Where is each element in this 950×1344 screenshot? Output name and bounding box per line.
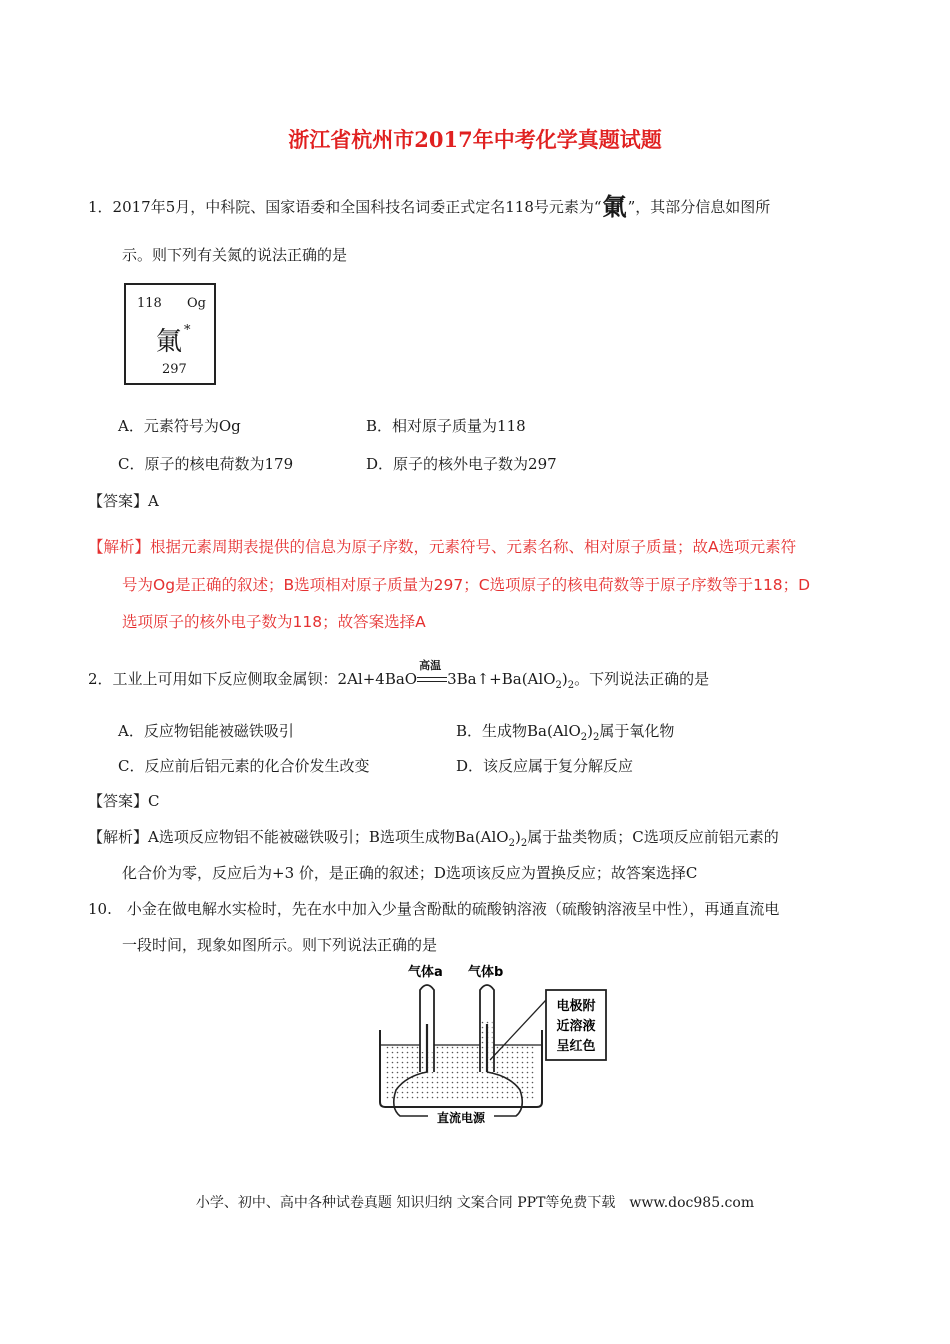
element-symbol: Og: [187, 296, 206, 311]
q2-option-d: D．该反应属于复分解反应: [456, 757, 634, 775]
q1-analysis-line3: 选项原子的核外电子数为118；故答案选择A: [122, 613, 426, 631]
q2-stem-text-b: 3Ba↑+Ba(AlO: [447, 670, 556, 688]
gas-b-label: 气体b: [468, 965, 504, 980]
q2-stem-text-c: ): [561, 670, 568, 688]
q2-analysis-line1: [88, 826, 779, 855]
q2-option-c: C．反应前后铝元素的化合价发生改变: [118, 757, 370, 775]
callout-line-2: 近溶液: [556, 1019, 596, 1034]
q2-option-b-text-c: 属于氧化物: [599, 722, 675, 740]
q2-option-b-text-a: B．生成物Ba(AlO: [456, 722, 581, 740]
electrolysis-diagram: [370, 960, 630, 1128]
q2-analysis-text-b: ): [514, 828, 521, 846]
q1-option-c: C．原子的核电荷数为179: [118, 455, 294, 473]
callout-line-1: 电极附: [556, 999, 596, 1014]
q1-option-b: B．相对原子质量为118: [366, 417, 526, 435]
q2-option-b: [456, 720, 674, 749]
element-mark: *: [184, 323, 191, 338]
reaction-condition: 高温: [419, 659, 442, 672]
q2-analysis-line2: 化合价为零，反应后为+3 价，是正确的叙述；D选项该反应为置换反应；故答案选择C: [122, 864, 698, 882]
q2-stem-text-a: 2．工业上可用如下反应侧取金属钡：2Al+4BaO: [88, 670, 418, 688]
q1-analysis-line2: 号为Og是正确的叙述；B选项相对原子质量为297；C选项原子的核电荷数等于原子序数等于118；D: [122, 576, 811, 594]
subscript: 2: [508, 838, 515, 849]
element-mass: 297: [162, 362, 187, 377]
q1-option-d: D．原子的核外电子数为297: [366, 455, 557, 473]
q1-stem-text-b: ”，其部分信息如图所: [627, 198, 771, 216]
subscript: 2: [567, 680, 575, 691]
q10-stem-line1: 10. 小金在做电解水实检时，先在水中加入少量含酚酞的硫酸钠溶液（硫酸钠溶液呈中性），再通直流电: [88, 900, 780, 918]
q2-option-b-text-b: ): [587, 722, 594, 740]
page-title: 浙江省杭州市2017年中考化学真题试题: [288, 127, 662, 152]
subscript: 2: [580, 732, 588, 743]
q1-stem-line1: [88, 192, 771, 221]
q1-option-a: A．元素符号为Og: [118, 417, 241, 435]
q2-analysis-text-c: 属于盐类物质；C选项反应前铝元素的: [527, 828, 779, 846]
water-solution: [384, 1045, 536, 1101]
element-card: [124, 283, 216, 385]
q2-answer: 【答案】C: [88, 792, 160, 810]
q2-option-a: A．反应物铝能被磁铁吸引: [118, 722, 294, 740]
reaction-condition-sign: [417, 659, 447, 690]
q2-stem: [88, 659, 710, 697]
q10-stem-line2: 一段时间，现象如图所示。则下列说法正确的是: [122, 936, 438, 954]
q1-analysis-line1: 【解析】根据元素周期表提供的信息为原子序数，元素符号、元素名称、相对原子质量；故A选项元素符: [88, 538, 797, 556]
callout-line-3: 呈红色: [556, 1039, 596, 1054]
page-footer: 小学、初中、高中各种试卷真题 知识归纳 文案合同 PPT等免费下载 www.doc985.com: [195, 1195, 755, 1211]
subscript: 2: [555, 680, 562, 691]
q1-element-char: 氭: [602, 192, 627, 221]
q1-stem-line2: 示。则下列有关氮的说法正确的是: [122, 246, 348, 264]
q1-answer: 【答案】A: [88, 492, 159, 510]
power-source-label: 直流电源: [436, 1111, 486, 1125]
q1-stem-text-a: 1．2017年5月，中科院、国家语委和全国科技名词委正式定名118号元素为“: [88, 198, 602, 216]
subscript: 2: [593, 732, 600, 743]
gas-a-label: 气体a: [408, 965, 443, 980]
q2-analysis-text-a: 【解析】A选项反应物铝不能被磁铁吸引；B选项生成物Ba(AlO: [88, 828, 509, 846]
element-number: 118: [137, 296, 162, 311]
subscript: 2: [520, 838, 528, 849]
q2-stem-text-d: 。下列说法正确的是: [574, 670, 710, 688]
element-name: 氭: [156, 327, 183, 357]
